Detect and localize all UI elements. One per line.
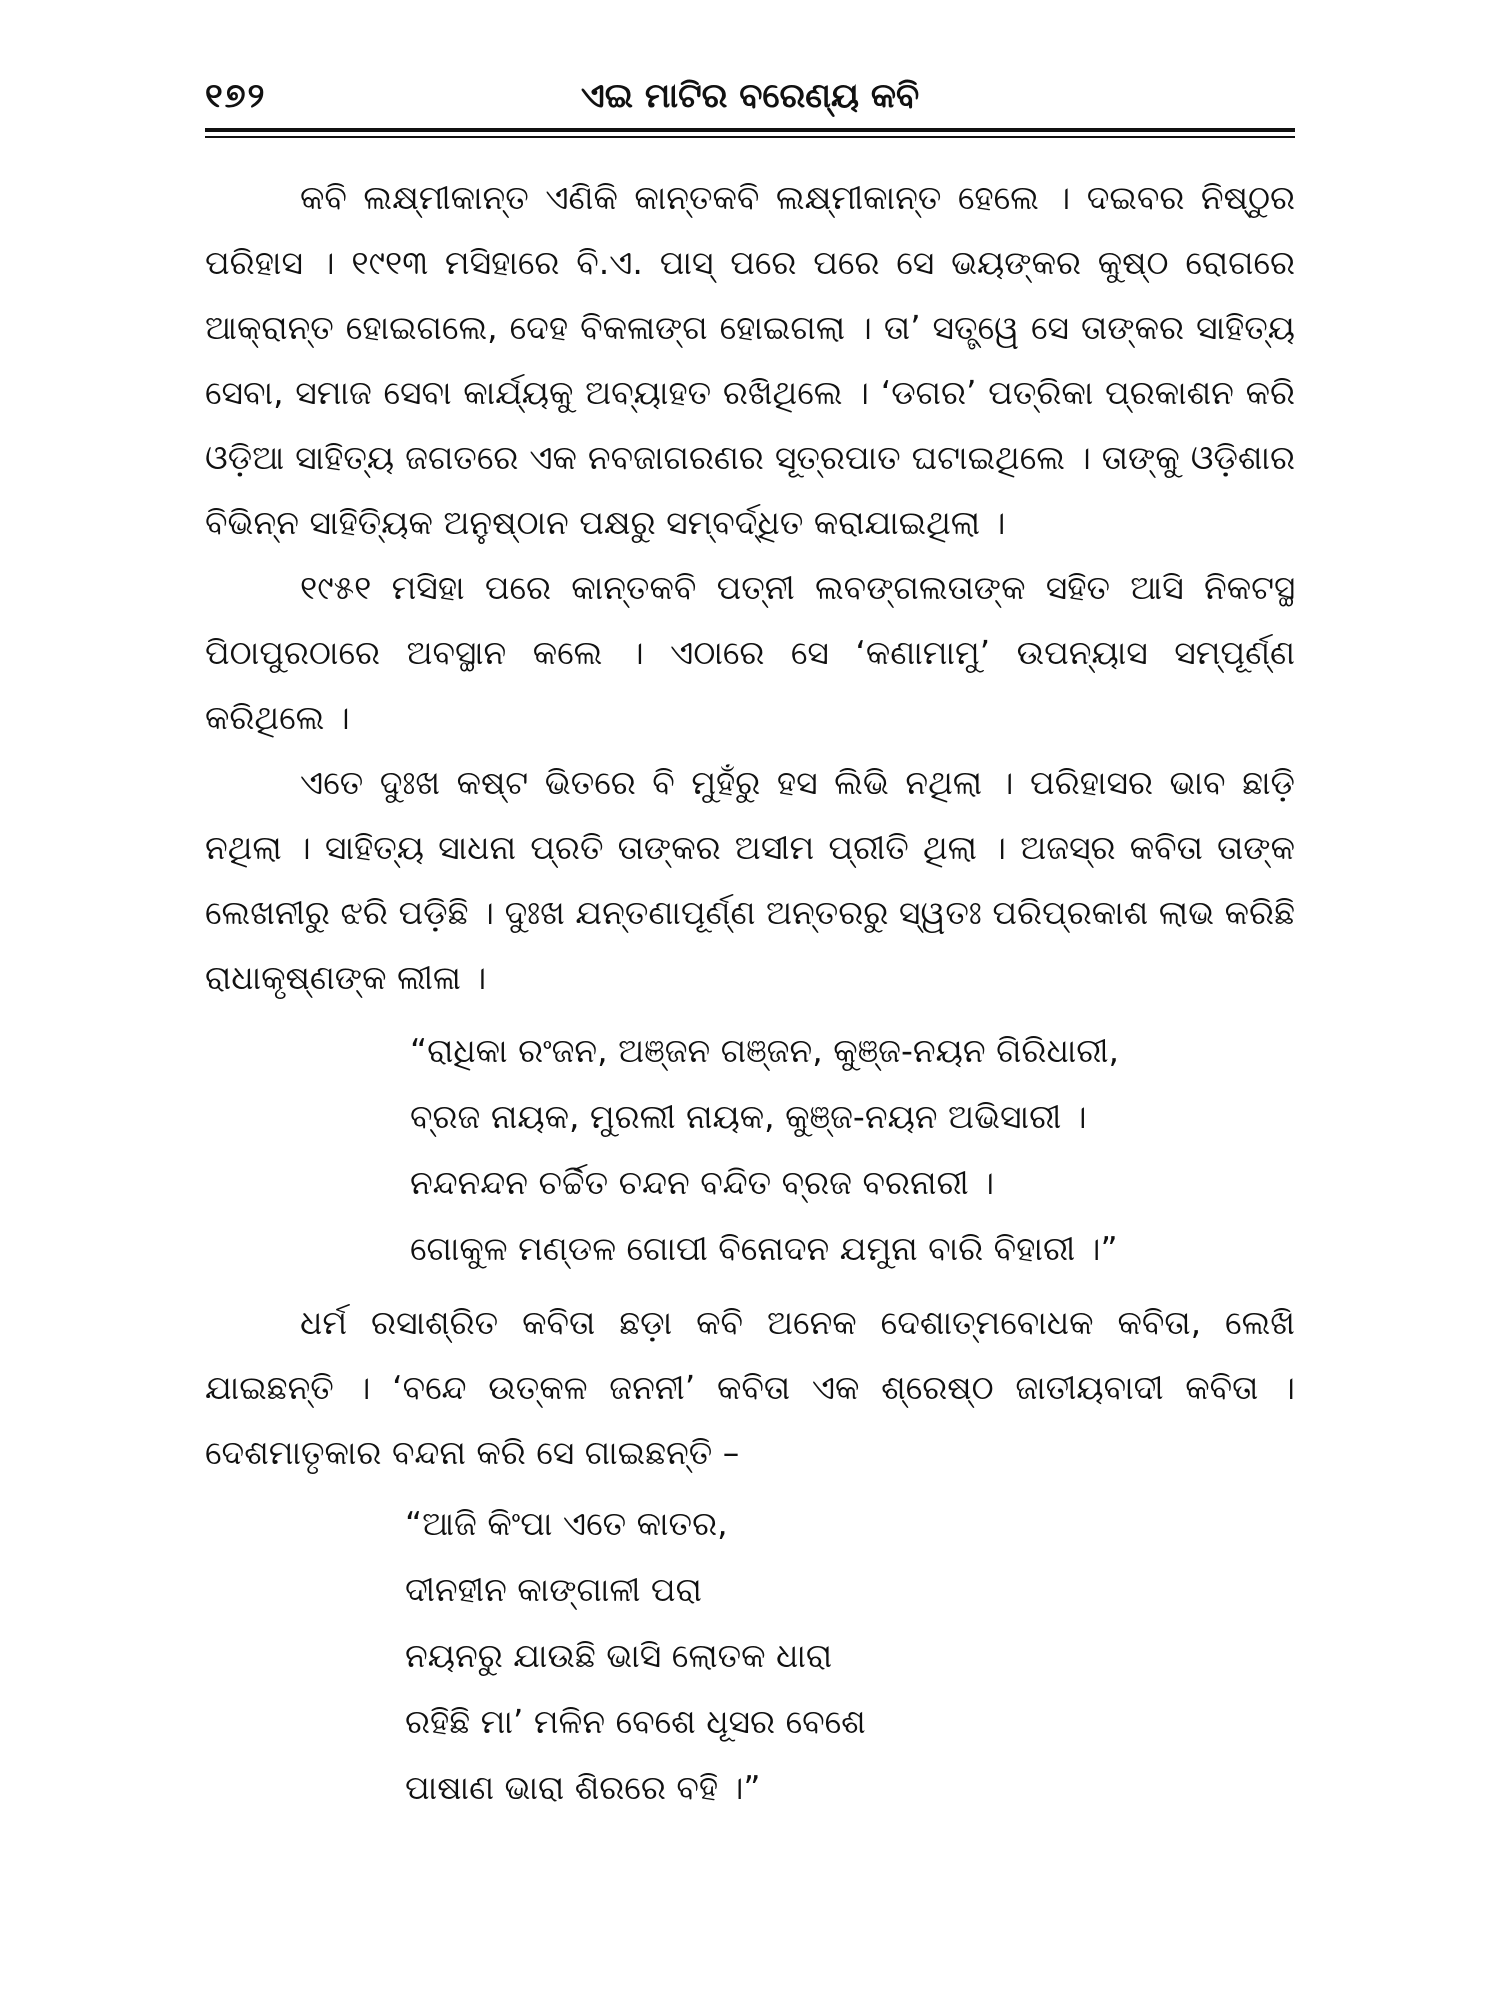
verse-line: ରହିଛି ମା’ ମଳିନ ବେଶେ ଧୂସର ବେଶେ: [405, 1702, 866, 1741]
paragraph-1: କବି ଲକ୍ଷ୍ମୀକାନ୍ତ ଏଣିକି କାନ୍ତକବି ଲକ୍ଷ୍ମୀକାନ୍ତ ହେଲେ । ଦଇବର ନିଷ୍ଠୁର ପରିହାସ । ୧୯୧୩ ମସିହାରେ ବି.ଏ. ପାସ୍ ପରେ ପରେ ସେ ଭୟଙ୍କର କୁଷ୍ଠ ରୋଗରେ ଆକ୍ରାନ୍ତ ହୋଇଗଲେ, ଦେହ ବିକଳାଙ୍ଗ ହୋଇଗଲା । ତା’ ସତ୍ତ୍ୱେ ସେ ତାଙ୍କର ସାହିତ୍ୟ ସେବା, ସମାଜ ସେବା କାର୍ଯ୍ୟକୁ ଅବ୍ୟାହତ ରଖିଥିଲେ । ‘ଡଗର’ ପତ୍ରିକା ପ୍ରକାଶନ କରି ଓଡ଼ିଆ ସାହିତ୍ୟ ଜଗତରେ ଏକ ନବଜାଗରଣର ସୂତ୍ରପାତ ଘଟାଇଥିଲେ । ତାଙ୍କୁ ଓଡ଼ିଶାର ବିଭିନ୍ନ ସାହିତ୍ୟିକ ଅନୁଷ୍ଠାନ ପକ୍ଷରୁ ସମ୍ବର୍ଦ୍ଧିତ କରାଯାଇଥିଲା ।: [205, 178, 1295, 542]
verse-line: ନନ୍ଦନନ୍ଦନ ଚର୍ଚ୍ଚିତ ଚନ୍ଦନ ବନ୍ଦିତ ବ୍ରଜ ବରନାରୀ ।: [410, 1163, 995, 1202]
verse-line: ନୟନରୁ ଯାଉଛି ଭାସି ଲୋତକ ଧାରା: [405, 1636, 833, 1675]
running-title: ଏଇ ମାଟିର ବରେଣ୍ୟ କବି: [580, 76, 920, 116]
page-body: [205, 165, 1295, 1821]
verse-line: ଦୀନହୀନ କାଙ୍ଗାଳୀ ପରା: [405, 1570, 702, 1609]
paragraph-2: ୧୯୫୧ ମସିହା ପରେ କାନ୍ତକବି ପତ୍ନୀ ଲବଙ୍ଗଲତାଙ୍କ ସହିତ ଆସି ନିକଟସ୍ଥ ପିଠାପୁରଠାରେ ଅବସ୍ଥାନ କଲେ । ଏଠାରେ ସେ ‘କଣାମାମୁ’ ଉପନ୍ୟାସ ସମ୍ପୂର୍ଣ୍ଣ କରିଥିଲେ ।: [205, 568, 1295, 737]
verse-line: ବ୍ରଜ ନାୟକ, ମୁରଲୀ ନାୟକ, କୁଞ୍ଜ-ନୟନ ଅଭିସାରୀ ।: [410, 1097, 1087, 1136]
paragraph-4: ଧର୍ମ ରସାଶ୍ରିତ କବିତା ଛଡ଼ା କବି ଅନେକ ଦେଶାତ୍ମବୋଧକ କବିତା, ଲେଖି ଯାଇଛନ୍ତି । ‘ବନ୍ଦେ ଉତ୍କଳ ଜନନୀ’ କବିତା ଏକ ଶ୍ରେଷ୍ଠ ଜାତୀୟବାଦୀ କବିତା । ଦେଶମାତୃକାର ବନ୍ଦନା କରି ସେ ଗାଇଛନ୍ତି –: [205, 1303, 1295, 1472]
page-header: [205, 58, 1295, 128]
verse-line: “ରାଧିକା ରଂଜନ, ଅଞ୍ଜନ ଗଞ୍ଜନ, କୁଞ୍ଜ-ନୟନ ଗିରିଧାରୀ,: [410, 1031, 1120, 1070]
verse-line: ପାଷାଣ ଭାରା ଶିରରେ ବହି ।”: [405, 1768, 761, 1807]
header-rule-thin: [205, 136, 1295, 138]
paragraph-3: ଏତେ ଦୁଃଖ କଷ୍ଟ ଭିତରେ ବି ମୁହଁରୁ ହସ ଲିଭି ନଥିଲା । ପରିହାସର ଭାବ ଛାଡ଼ି ନଥିଲା । ସାହିତ୍ୟ ସାଧନା ପ୍ରତି ତାଙ୍କର ଅସୀମ ପ୍ରୀତି ଥିଲା । ଅଜସ୍ର କବିତା ତାଙ୍କ ଲେଖନୀରୁ ଝରି ପଡ଼ିଛି । ଦୁଃଖ ଯନ୍ତଣାପୂର୍ଣ୍ଣ ଅନ୍ତରରୁ ସ୍ୱତଃ ପରିପ୍ରକାଶ ଲାଭ କରିଛି ରାଧାକୃଷ୍ଣଙ୍କ ଲୀଳା ।: [205, 763, 1295, 997]
verse-line: ଗୋକୁଳ ମଣ୍ଡଳ ଗୋପୀ ବିନୋଦନ ଯମୁନା ବାରି ବିହାରୀ ।”: [410, 1229, 1118, 1268]
verse-line: “ଆଜି କିଂପା ଏତେ କାତର,: [405, 1504, 728, 1543]
verse-radhika: [410, 1018, 1295, 1282]
page-number: ୧୭୨: [205, 76, 267, 116]
verse-vande-utkala: [405, 1491, 1295, 1821]
header-rule-thick: [205, 128, 1295, 132]
